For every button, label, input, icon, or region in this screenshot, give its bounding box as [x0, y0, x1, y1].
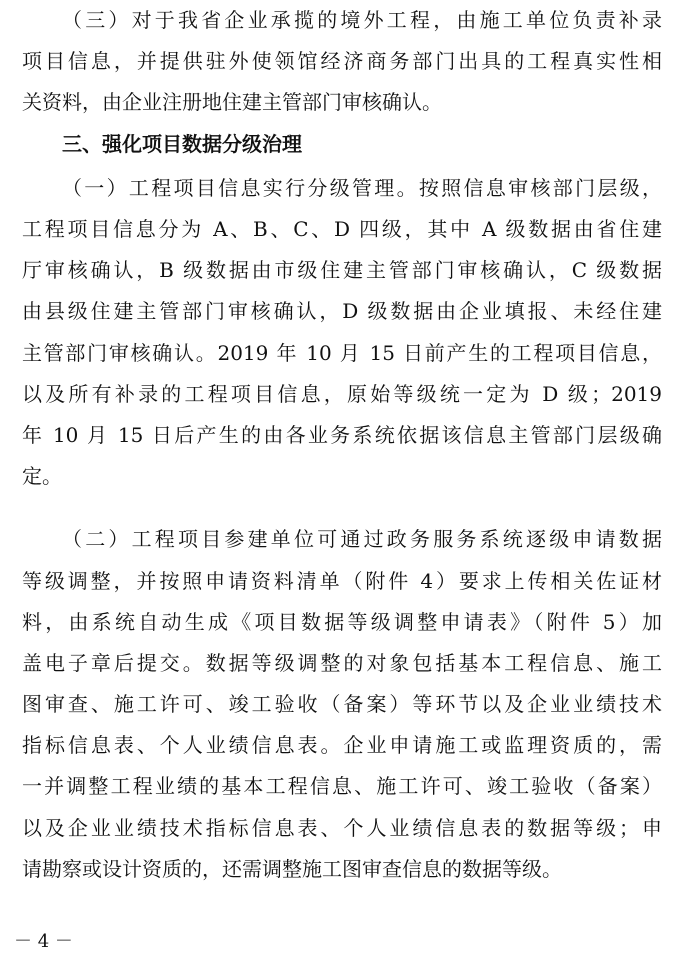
text-line: （二）工程项目参建单位可通过政务服务系统逐级申请数据 [62, 527, 662, 551]
text-line: （三）对于我省企业承揽的境外工程，由施工单位负责补录 [62, 8, 662, 32]
text-line: 料，由系统自动生成《项目数据等级调整申请表》（附件 5）加 [22, 610, 662, 634]
section-heading: 三、强化项目数据分级治理 [62, 132, 302, 156]
text-line: 关资料，由企业注册地住建主管部门审核确认。 [22, 90, 442, 114]
text-line: 一并调整工程业绩的基本工程信息、施工许可、竣工验收（备案） [22, 774, 662, 798]
text-line: 盖电子章后提交。数据等级调整的对象包括基本工程信息、施工 [22, 651, 662, 675]
page-number: － 4 － [14, 931, 73, 952]
text-line: 由县级住建主管部门审核确认，D 级数据由企业填报、未经住建 [22, 299, 662, 323]
text-line: 厅审核确认，B 级数据由市级住建主管部门审核确认，C 级数据 [22, 258, 662, 282]
text-line: 图审查、施工许可、竣工验收（备案）等环节以及企业业绩技术 [22, 692, 662, 716]
text-line: 工程项目信息分为 A、B、C、D 四级，其中 A 级数据由省住建 [22, 217, 662, 241]
text-line: 指标信息表、个人业绩信息表。企业申请施工或监理资质的，需 [22, 733, 662, 757]
text-line: 年 10 月 15 日后产生的由各业务系统依据该信息主管部门层级确 [22, 423, 662, 447]
text-line: 请勘察或设计资质的，还需调整施工图审查信息的数据等级。 [22, 857, 562, 881]
text-line: 定。 [22, 464, 62, 488]
text-line: 项目信息，并提供驻外使领馆经济商务部门出具的工程真实性相 [22, 49, 662, 73]
text-line: 以及企业业绩技术指标信息表、个人业绩信息表的数据等级；申 [22, 816, 662, 840]
text-line: （一）工程项目信息实行分级管理。按照信息审核部门层级， [62, 176, 662, 200]
text-line: 等级调整，并按照申请资料清单（附件 4）要求上传相关佐证材 [22, 569, 662, 593]
text-line: 主管部门审核确认。2019 年 10 月 15 日前产生的工程项目信息， [22, 341, 662, 365]
text-line: 以及所有补录的工程项目信息，原始等级统一定为 D 级；2019 [22, 382, 662, 406]
